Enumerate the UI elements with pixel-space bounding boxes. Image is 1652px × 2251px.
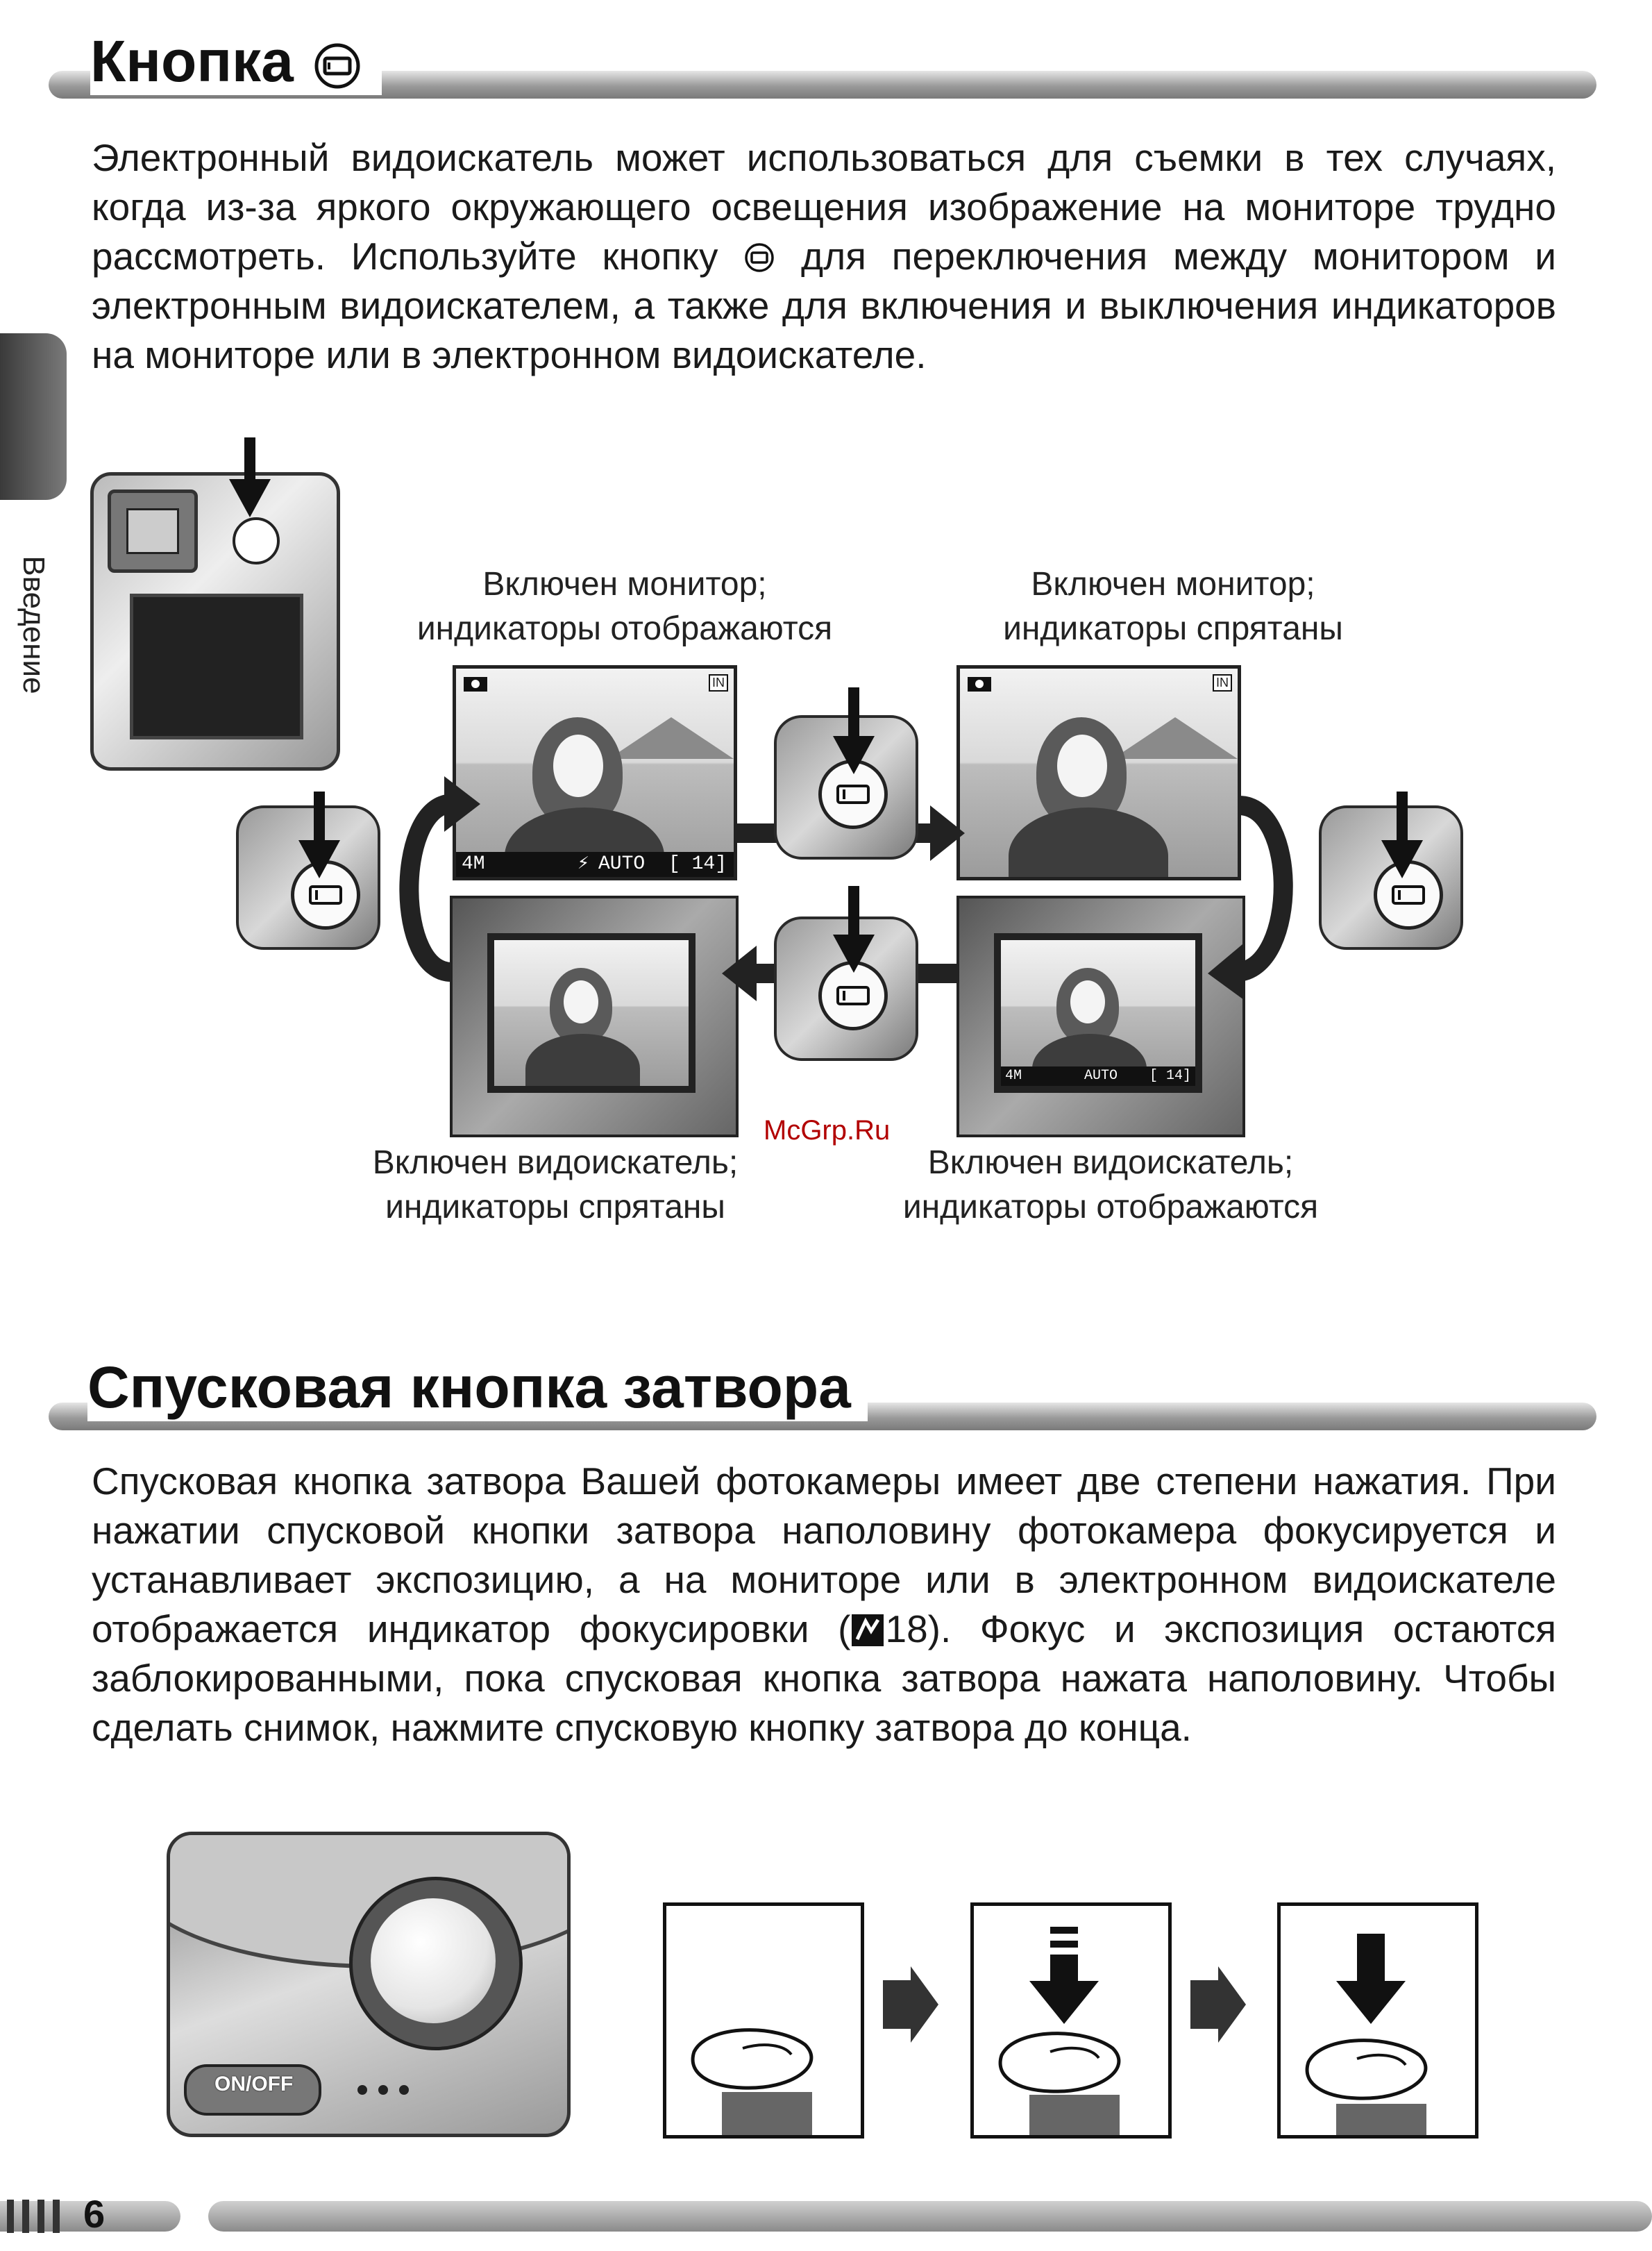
flash-icon: ⚡ (578, 853, 589, 875)
shutter-step-half-press (970, 1902, 1172, 2139)
camera-back-pointer-arrow (229, 437, 271, 521)
press-arrow-3 (833, 886, 875, 976)
watermark: McGrp.Ru (764, 1115, 891, 1146)
section1-paragraph-part2: для переключения между монитором и электронным видоискателем, а также для включения и выключения индикаторов на мониторе или в электронном видоискателе. (92, 235, 1557, 376)
memory-indicator: IN (1213, 674, 1232, 692)
osd-flash-mode: AUTO (598, 853, 646, 875)
section2-paragraph-part1: Спусковая кнопка затвора Вашей фотокамеры имеет две степени нажатия. При нажатии спусковой кнопки затвора наполовину фотокамера фокусируется и устанавливает экспозицию, а на мониторе или в электронном видоискателе отображается индикатор фокусировки ( (92, 1459, 1556, 1650)
monitor-icon (1391, 885, 1426, 905)
monitor-icon (308, 885, 343, 905)
section2-title: Спусковая кнопка затвора (87, 1354, 868, 1421)
page-number: 6 (83, 2192, 106, 2236)
caption-bottom-left-line1: Включен видоискатель; (372, 1144, 739, 1181)
caption-bottom-right-line1: Включен видоискатель; (927, 1144, 1294, 1181)
shutter-ring (349, 1877, 523, 2050)
section1-paragraph-part1: Электронный видоискатель может использоваться для съемки в тех случаях, когда из-за яркого окружающего освещения изображение на мониторе трудно рассмотреть. Используйте кнопку (92, 136, 1556, 278)
footer-stripe (37, 2200, 44, 2233)
monitor-icon (836, 784, 870, 805)
memory-indicator: IN (709, 674, 728, 692)
monitor-icon (836, 985, 870, 1006)
section1-title-text: Кнопка (90, 28, 294, 94)
press-arrow-4 (298, 792, 340, 882)
camera-mode-icon (967, 674, 992, 692)
caption-top-left-line1: Включен монитор; (482, 566, 767, 603)
osd-image-size: 4M (1005, 1068, 1022, 1084)
caption-bottom-right-line2: индикаторы отображаются (902, 1189, 1319, 1225)
power-switch (184, 2064, 321, 2116)
finger-full-press-illustration (1281, 1906, 1475, 2135)
shutter-step-full-press (1277, 1902, 1478, 2139)
camera-back-lcd (130, 594, 303, 739)
monitor-button-inline-icon (743, 242, 775, 274)
osd-frames-remaining: [ 14] (668, 853, 727, 875)
section2-paragraph-part2: 18). Фокус и экспозиция остаются заблокированными, пока спусковая кнопка затвора нажата наполовину. Чтобы сделать снимок, нажмите спусковую кнопку затвора до конца. (92, 1607, 1556, 1749)
osd-frames-remaining: [ 14] (1149, 1068, 1191, 1084)
camera-back-illustration (90, 472, 340, 771)
caption-top-left (361, 562, 888, 651)
osd-flash-mode: AUTO (1084, 1068, 1118, 1084)
speaker-dot (357, 2085, 367, 2095)
speaker-dot (378, 2085, 388, 2095)
camera-viewfinder-window (126, 508, 179, 554)
step-arrow-2 (1190, 1966, 1246, 2043)
page-reference-icon (850, 1613, 885, 1648)
osd-image-size: 4M (462, 853, 485, 875)
footer-stripe (22, 2200, 29, 2233)
section1-paragraph (92, 133, 1556, 380)
shutter-step-rest (663, 1902, 864, 2139)
caption-bottom-right (847, 1141, 1374, 1230)
press-arrow-2 (1381, 792, 1423, 882)
side-tab (0, 333, 67, 500)
caption-top-right-line1: Включен монитор; (1031, 566, 1315, 603)
camera-top-illustration (167, 1832, 571, 2137)
caption-top-right (909, 562, 1437, 651)
footer-stripe (53, 2200, 60, 2233)
camera-mode-icon (463, 674, 488, 692)
press-arrow-1 (833, 687, 875, 778)
section2-paragraph (92, 1457, 1556, 1752)
caption-bottom-left-line2: индикаторы спрятаны (385, 1189, 725, 1225)
shutter-button (371, 1898, 496, 2023)
caption-top-right-line2: индикаторы спрятаны (1003, 610, 1343, 647)
finger-on-button-illustration (666, 1906, 861, 2135)
caption-top-left-line2: индикаторы отображаются (416, 610, 833, 647)
caption-bottom-left (292, 1141, 819, 1230)
section1-title (90, 28, 382, 95)
power-switch-label: ON/OFF (214, 2073, 294, 2095)
footer-stripe (7, 2200, 14, 2233)
side-tab-label (6, 528, 61, 722)
step-arrow-1 (883, 1966, 938, 2043)
monitor-button-icon (310, 42, 365, 90)
osd-bar (1001, 1066, 1195, 1086)
footer-bar (208, 2201, 1652, 2232)
speaker-dot (399, 2085, 409, 2095)
camera-viewfinder (108, 489, 198, 573)
side-tab-label-text: Введение (17, 555, 51, 694)
finger-half-press-illustration (974, 1906, 1168, 2135)
camera-monitor-button (233, 517, 280, 564)
